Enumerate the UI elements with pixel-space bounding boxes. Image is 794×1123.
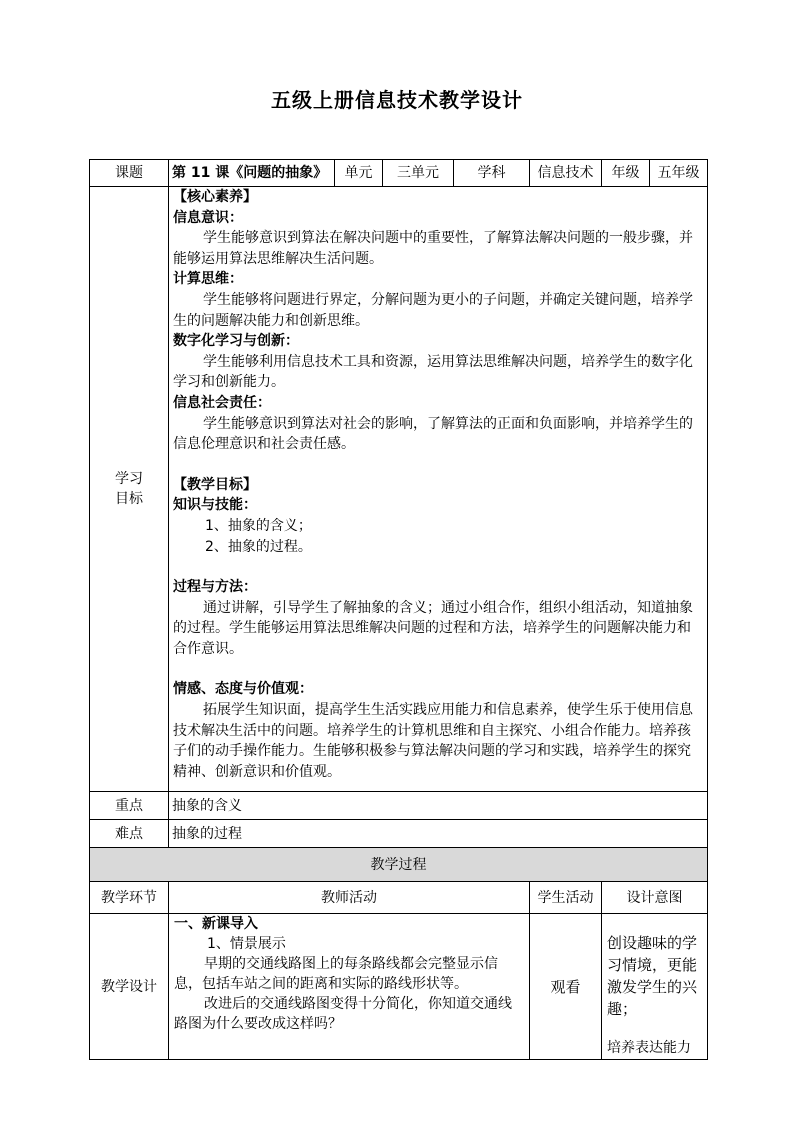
- key-point-row: [90, 792, 708, 820]
- header-row: [90, 160, 708, 187]
- teacher-activity-cell: [169, 914, 530, 1060]
- student-activity-cell: 观看: [530, 914, 602, 1060]
- emotion-values-heading: 情感、态度与价值观：: [173, 681, 313, 698]
- learning-goals-content: [169, 187, 708, 792]
- core-literacy-title: 【核心素养】: [173, 189, 257, 205]
- process-title: 教学过程: [90, 848, 708, 882]
- process-method-text: 通过讲解，引导学生了解抽象的含义；通过小组合作，组织小组活动，知道抽象的过程。学生能够运用算法思维解决问题的过程和方法，培养学生的问题解决能力和合作意识。: [173, 599, 693, 657]
- knowledge-item: 2、抽象的过程。: [205, 538, 312, 555]
- teaching-goals-title: 【教学目标】: [173, 476, 257, 493]
- process-method-heading: 过程与方法：: [173, 579, 257, 596]
- knowledge-skills-heading: 知识与技能：: [173, 497, 257, 514]
- row-stage-label: 教学设计: [90, 914, 169, 1060]
- digital-learning-text: 学生能够利用信息技术工具和资源，运用算法思维解决问题，培养学生的数字化学习和创新能力。: [173, 353, 693, 391]
- grade-value: 五年级: [650, 160, 708, 187]
- key-point-label: 重点: [90, 792, 169, 820]
- computing-thinking-heading: 计算思维：: [173, 271, 243, 288]
- unit-value: 三单元: [383, 160, 454, 187]
- difficulty-label: 难点: [90, 820, 169, 848]
- info-awareness-text: 学生能够意识到算法在解决问题中的重要性，了解算法解决问题的一般步骤，并能够运用算法思维解决生活问题。: [173, 230, 693, 267]
- col-intent-header: 设计意图: [602, 882, 708, 914]
- col-stage-header: 教学环节: [90, 882, 169, 914]
- difficulty-row: [90, 820, 708, 848]
- intent-text: 培养表达能力: [607, 1040, 691, 1056]
- subject-label: 学科: [454, 160, 530, 187]
- difficulty-value: 抽象的过程: [169, 820, 708, 848]
- info-awareness-heading: 信息意识：: [173, 209, 243, 226]
- col-student-header: 学生活动: [530, 882, 602, 914]
- process-title-row: [90, 848, 708, 882]
- intent-text: 创设趣味的学习情境，更能激发学生的兴趣；: [607, 934, 698, 1018]
- course-name: 第 11 课《问题的抽象》: [169, 160, 335, 187]
- design-intent-cell: [602, 914, 708, 1060]
- intro-item: 1、情景展示: [207, 936, 286, 952]
- digital-learning-heading: 数字化学习与创新：: [173, 333, 299, 350]
- course-label: 课题: [90, 160, 169, 187]
- col-teacher-header: 教师活动: [169, 882, 530, 914]
- unit-label: 单元: [335, 160, 383, 187]
- learning-goals-label: 学习 目标: [90, 187, 169, 792]
- learning-goals-row: [90, 187, 708, 792]
- key-point-value: 抽象的含义: [169, 792, 708, 820]
- computing-thinking-text: 学生能够将问题进行界定，分解问题为更小的子问题，并确定关键问题，培养学生的问题解决能力和创新思维。: [173, 291, 693, 329]
- document-title: 五级上册信息技术教学设计: [271, 88, 523, 112]
- process-intro-row: [90, 914, 708, 1060]
- grade-label: 年级: [602, 160, 650, 187]
- process-header-row: [90, 882, 708, 914]
- intro-heading: 一、新课导入: [174, 916, 258, 932]
- subject-value: 信息技术: [530, 160, 602, 187]
- emotion-values-text: 拓展学生知识面，提高学生生活实践应用能力和信息素养，使学生乐于使用信息技术解决生活中的问题。培养学生的计算机思维和自主探究、小组合作能力。培养孩子们的动手操作能力。生能够积极参与算法解决问题的学习和实践，培养学生的探究精神、创新意识和价值观。: [173, 702, 693, 780]
- knowledge-item: 1、抽象的含义；: [205, 517, 312, 534]
- intro-paragraph: 早期的交通线路图上的每条路线都会完整显示信息，包括车站之间的距离和实际的路线形状等。: [174, 956, 498, 992]
- lesson-plan-table: [89, 159, 708, 1060]
- social-responsibility-text: 学生能够意识到算法对社会的影响，了解算法的正面和负面影响，并培养学生的信息伦理意识和社会责任感。: [173, 415, 693, 453]
- social-responsibility-heading: 信息社会责任：: [173, 394, 271, 411]
- intro-paragraph: 改进后的交通线路图变得十分简化，你知道交通线路图为什么要改成这样吗？: [174, 996, 512, 1032]
